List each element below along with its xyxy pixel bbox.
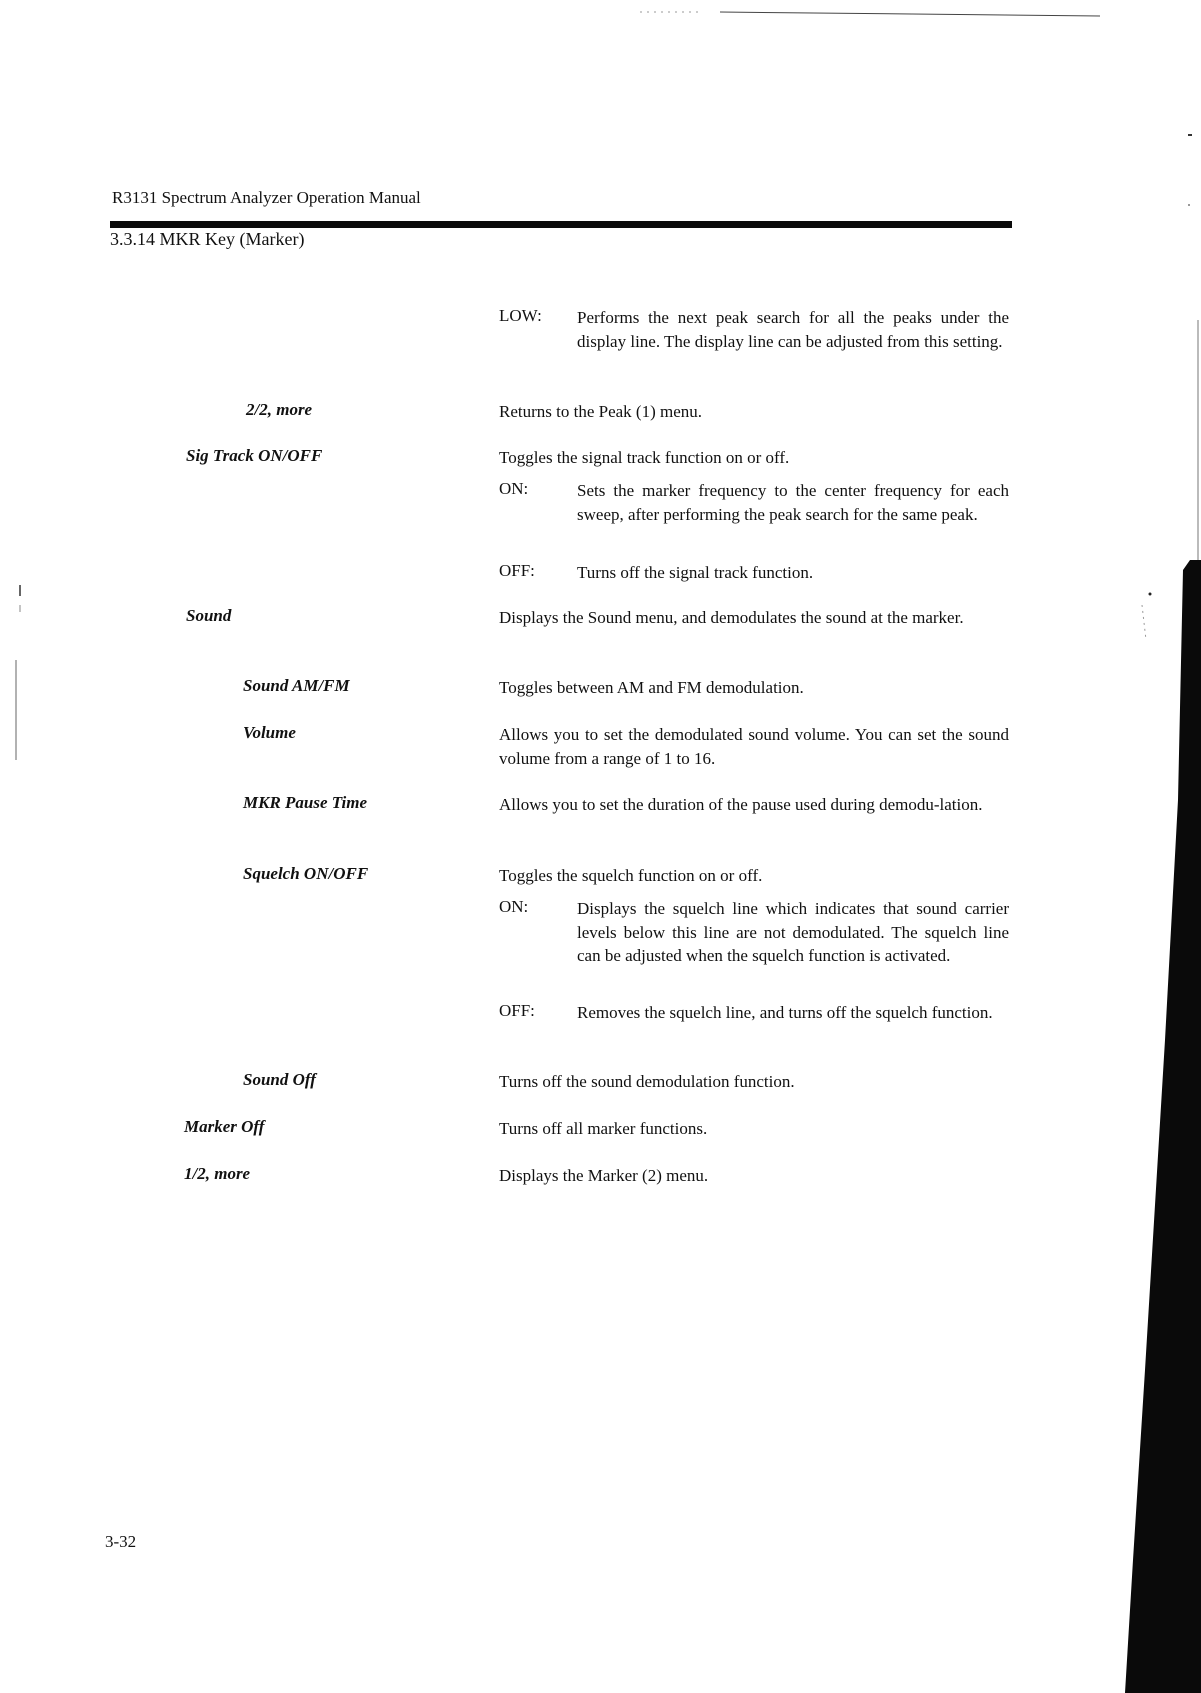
desc-squelch: Toggles the squelch function on or off.: [499, 866, 763, 885]
term-squelch: Squelch ON/OFF: [243, 864, 369, 883]
sig-track-on-label: ON:: [499, 479, 529, 498]
desc-sound: Displays the Sound menu, and demodulates the sound at the marker.: [499, 608, 964, 627]
manual-title: R3131 Spectrum Analyzer Operation Manual: [112, 188, 421, 207]
desc-volume: Allows you to set the demodulated sound volume. You can set the sound volume from a range of 1 to 16.: [499, 725, 1009, 768]
term-sound-am-fm: Sound AM/FM: [243, 676, 350, 695]
squelch-off-text: Removes the squelch line, and turns off the squelch function.: [577, 1003, 993, 1022]
desc-mkr-pause-time: Allows you to set the duration of the pause used during demodu-lation.: [499, 795, 983, 814]
term-marker-off: Marker Off: [184, 1117, 265, 1136]
page-number: 3-32: [105, 1532, 137, 1551]
low-text: Performs the next peak search for all the peaks under the display line. The display line can be adjusted from this setting.: [577, 308, 1009, 351]
term-mkr-pause-time: MKR Pause Time: [243, 793, 368, 812]
term-sig-track: Sig Track ON/OFF: [186, 446, 323, 465]
low-label: LOW:: [499, 306, 542, 325]
desc-sig-track: Toggles the signal track function on or off.: [499, 448, 790, 467]
term-sound-off: Sound Off: [243, 1070, 316, 1089]
desc-sound-am-fm: Toggles between AM and FM demodulation.: [499, 678, 804, 697]
term-volume: Volume: [243, 723, 296, 742]
squelch-on-label: ON:: [499, 897, 529, 916]
header-rule: [110, 221, 1012, 228]
term-more-2-2: 2/2, more: [246, 400, 313, 419]
sig-track-off-text: Turns off the signal track function.: [577, 563, 814, 582]
sig-track-off-label: OFF:: [499, 561, 535, 580]
section-title: 3.3.14 MKR Key (Marker): [110, 229, 305, 249]
squelch-on-text: Displays the squelch line which indicates that sound carrier levels below this line are not demodulated. The squelch line can be adjusted when the squelch function is activated.: [577, 899, 1009, 965]
term-sound: Sound: [186, 606, 232, 625]
desc-more-2-2: Returns to the Peak (1) menu.: [499, 402, 703, 421]
sig-track-on-text: Sets the marker frequency to the center frequency for each sweep, after performing the peak search for the same peak.: [577, 481, 1009, 524]
desc-sound-off: Turns off the sound demodulation function.: [499, 1072, 795, 1091]
desc-more-1-2: Displays the Marker (2) menu.: [499, 1166, 709, 1185]
term-more-1-2: 1/2, more: [184, 1164, 251, 1183]
desc-marker-off: Turns off all marker functions.: [499, 1119, 708, 1138]
squelch-off-label: OFF:: [499, 1001, 535, 1020]
